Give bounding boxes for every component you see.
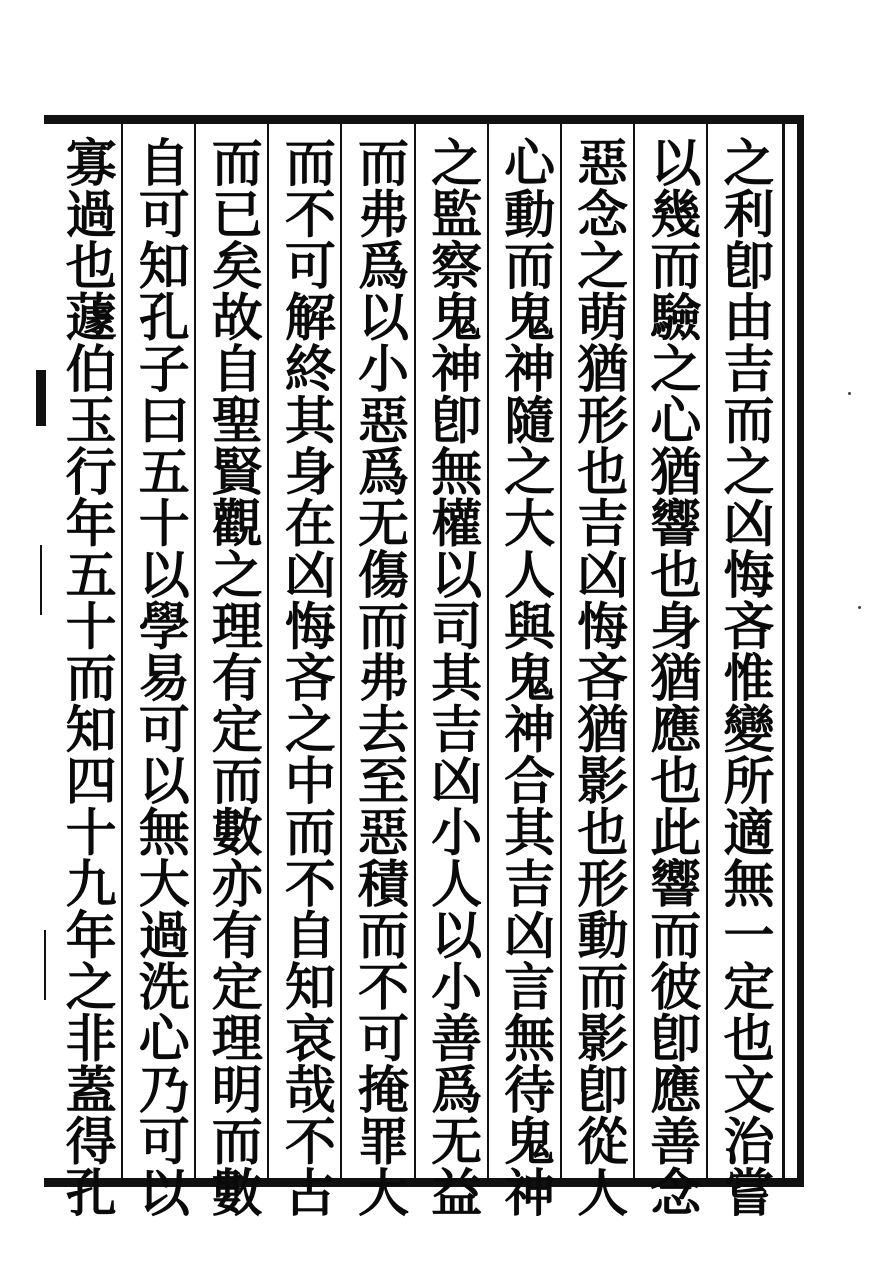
column-text: 以幾而驗之心猶響也身猶應也此響而彼卽應善念 bbox=[640, 136, 701, 1218]
column-text: 之利卽由吉而之凶悔吝惟變所適無一定也文治嘗 bbox=[713, 136, 774, 1218]
ink-speck bbox=[848, 392, 851, 395]
ink-speck bbox=[858, 606, 861, 609]
column-text: 自可知孔子曰五十以學易可以無大過洗心乃可以 bbox=[129, 136, 190, 1218]
text-columns bbox=[44, 124, 797, 1218]
text-column bbox=[340, 124, 413, 1218]
text-column bbox=[487, 124, 560, 1218]
text-column bbox=[414, 124, 487, 1218]
binding-mark bbox=[40, 545, 42, 615]
text-column bbox=[560, 124, 633, 1218]
text-column bbox=[121, 124, 194, 1218]
column-text: 而不可解終其身在凶悔吝之中而不自知哀哉不占 bbox=[275, 136, 336, 1218]
column-text: 心動而鬼神隨之大人與鬼神合其吉凶言無待鬼神 bbox=[494, 136, 555, 1218]
text-column bbox=[50, 124, 121, 1218]
column-text: 而已矣故自聖賢觀之理有定而數亦有定理明而數 bbox=[202, 136, 263, 1218]
column-text: 之監察鬼神卽無權以司其吉凶小人以小善爲无益 bbox=[421, 136, 482, 1218]
text-column bbox=[633, 124, 706, 1218]
column-text: 寡過也蘧伯玉行年五十而知四十九年之非蓋得孔 bbox=[56, 136, 117, 1218]
text-column bbox=[706, 124, 779, 1218]
column-text: 而弗爲以小惡爲无傷而弗去至惡積而不可掩罪大 bbox=[348, 136, 409, 1218]
column-text: 惡念之萌猶形也吉凶悔吝猶影也形動而影卽從人 bbox=[567, 136, 628, 1218]
text-frame bbox=[44, 115, 804, 1218]
text-column bbox=[194, 124, 267, 1218]
text-column bbox=[267, 124, 340, 1218]
